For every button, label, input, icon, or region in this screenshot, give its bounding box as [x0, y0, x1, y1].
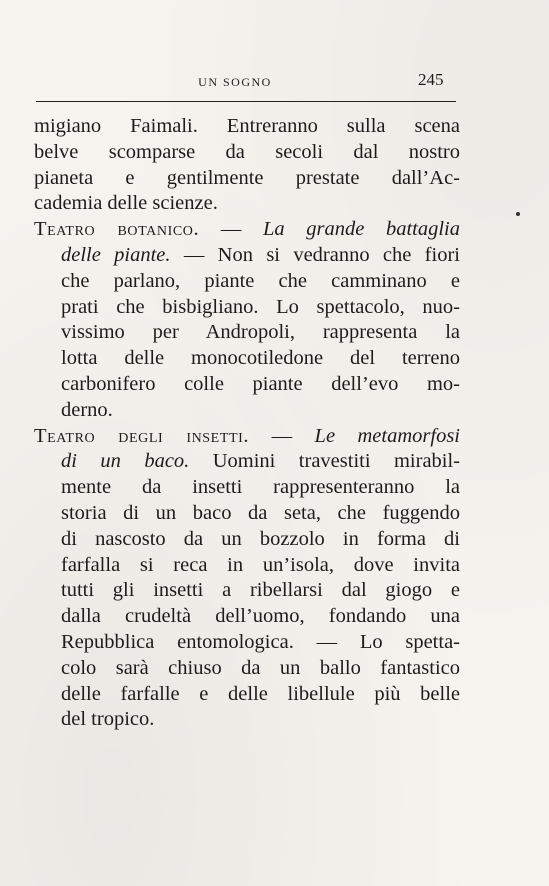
section-title-insetti: Le metamorfosi	[314, 424, 460, 447]
text-line: di un baco. Uomini travestiti mirabil-	[61, 450, 460, 473]
section-label-botanico: Teatro botanico.	[34, 218, 200, 241]
text-line: carbonifero colle piante dell’evo mo-	[61, 372, 460, 395]
text-line: vissimo per Andropoli, rappresenta la	[61, 321, 460, 344]
text-line: che parlano, piante che camminano e	[61, 269, 460, 292]
section-title-botanico: La grande battaglia	[262, 218, 460, 241]
text-line: farfalla si reca in un’isola, dove invita	[61, 553, 460, 576]
text-line: pianeta e gentilmente prestate dall’Ac-	[34, 166, 460, 189]
text-line: dalla crudeltà dell’uomo, fondando una	[61, 605, 460, 628]
text-line: belve scomparse da secoli dal nostro	[34, 140, 460, 163]
running-head	[0, 72, 549, 92]
text-line: Repubblica entomologica. — Lo spetta-	[61, 630, 460, 653]
page-number: 245	[418, 70, 444, 89]
section-heading-line: Teatro botanico. — La grande battaglia	[34, 218, 460, 241]
text-line: storia di un baco da seta, che fuggendo	[61, 501, 460, 524]
body-text	[34, 114, 460, 733]
margin-ink-dot	[516, 212, 520, 216]
section-label-insetti: Teatro degli insetti.	[34, 424, 250, 447]
text-line: delle farfalle e delle libellule più belle	[61, 682, 460, 705]
text-line: prati che bisbigliano. Lo spettacolo, nuo-	[61, 295, 460, 318]
text-line: tutti gli insetti a ribellarsi dal giogo e	[61, 579, 460, 602]
text-line: cademia delle scienze.	[34, 192, 218, 215]
text-line: del tropico.	[61, 708, 155, 731]
text-line: lotta delle monocotiledone del terreno	[61, 347, 460, 370]
running-title: UN SOGNO	[198, 75, 272, 89]
text-line: migiano Faimali. Entreranno sulla scena	[34, 115, 460, 137]
text-line: delle piante. — Non si vedranno che fiori	[61, 243, 460, 266]
text-line: derno.	[61, 398, 113, 421]
text-line: mente da insetti rappresenteranno la	[61, 476, 460, 499]
header-rule	[36, 101, 456, 102]
section-heading-line: Teatro degli insetti. — Le metamorfosi	[34, 424, 460, 447]
text-line: di nascosto da un bozzolo in forma di	[61, 527, 460, 550]
text-line: colo sarà chiuso da un ballo fantastico	[61, 656, 460, 679]
